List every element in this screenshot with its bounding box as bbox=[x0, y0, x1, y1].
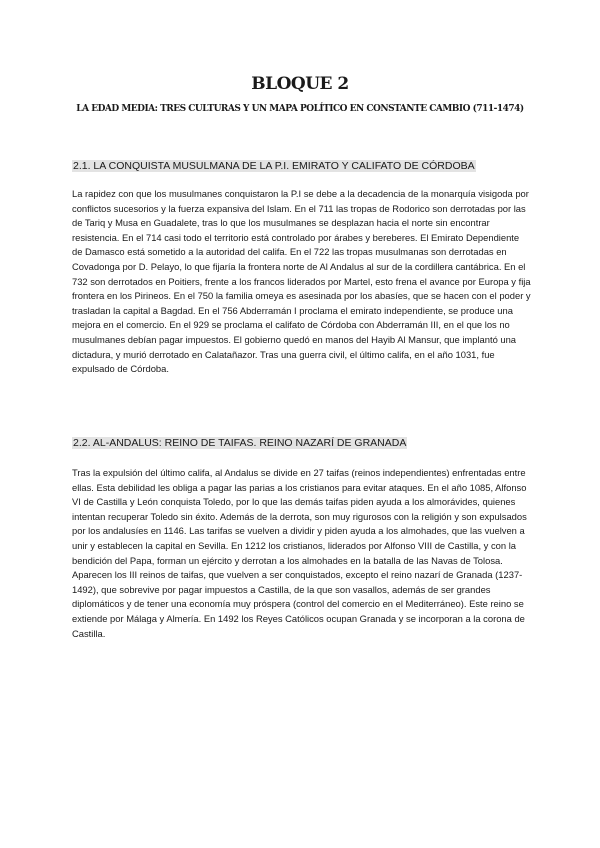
section-body-al-andalus: Tras la expulsión del último califa, al Andalus se divide en 27 taifas (reinos independientes) enfrentadas entre ellas. Esta debilidad les obliga a pagar las parias a los cristianos para evitar ataques. En el año 1085, Alfonso VI de Castilla y León conquista Toledo, por lo que las demás taifas piden ayuda a los almorávides, quienes intentan recuperar Toledo sin éxito. Además de la derrota, son muy rigurosos con la religión y son expulsados por los andalusíes en 1146. Las tarifas se vuelven a dividir y piden ayuda a los almohades, que las vuelven a unir y establecen la capital en Sevilla. En 1212 los cristianos, liderados por Alfonso VIII de Castilla, y con la bendición del Papa, forman un ejército y derrotan a los almohades en la batalla de las Navas de Tolosa. Aparecen los III reinos de taifas, que vuelven a ser conquistados, excepto el reino nazarí de Granada (1237-1492), que sobrevive por pagar impuestos a Castilla, de la que son vasallos, además de ser grandes diplomáticos y de tener una economía muy próspera (control del comercio en el Mediterráneo). Este reino se extiende por Málaga y Almería. En 1492 los Reyes Católicos ocupan Granada y se incorporan a la corona de Castilla. bbox=[72, 467, 527, 639]
section-heading-text: 2.2. AL-ANDALUS: REINO DE TAIFAS. REINO NAZARÍ DE GRANADA bbox=[73, 437, 407, 449]
document-title: BLOQUE 2 bbox=[251, 74, 349, 94]
section-heading-conquista bbox=[72, 159, 476, 174]
section-body-conquista: La rapidez con que los musulmanes conquistaron la P.I se debe a la decadencia de la monarquía visigoda por conflictos sucesorios y la fuerza expansiva del Islam. En el 711 las tropas de Rodorico son derrotadas por las de Tariq y Musa en Guadalete, tras lo que los musulmanes se desplazan hacia el norte sin encontrar resistencia. En el 714 casi todo el territorio está controlado por árabes y bereberes. El Emirato Dependiente de Damasco está sometido a la autoridad del califa. En el 722 las tropas musulmanas son derrotadas en Covadonga por D. Pelayo, lo que fijaría la frontera norte de Al Andalus al sur de la cordillera cantábrica. En el 732 son derrotados en Poitiers, frente a los francos liderados por Martel, esto frena el avance por Europa y fija frontera en los Pirineos. En el 750 la familia omeya es asesinada por los abasíes, que se hacen con el poder y trasladan la capital a Bagdad. En el 756 Abderramán I proclama el emirato independiente, se produce una mejora en el comercio. En el 929 se proclama el califato de Córdoba con Abderramán III, en el que los no musulmanes debían pagar impuestos. El gobierno quedó en manos del Hayib Al Mansur, que implantó una dictadura, y murió derrotado en Calatañazor. Tras una guerra civil, el último califa, en el año 1031, fue expulsado de Córdoba. bbox=[72, 188, 531, 375]
document-subtitle: LA EDAD MEDIA: TRES CULTURAS Y UN MAPA POLÍTICO EN CONSTANTE CAMBIO (711-1474) bbox=[76, 104, 524, 114]
section-heading-text: 2.1. LA CONQUISTA MUSULMANA DE LA P.I. EMIRATO Y CALIFATO DE CÓRDOBA bbox=[73, 160, 475, 172]
section-heading-al-andalus bbox=[72, 436, 407, 451]
